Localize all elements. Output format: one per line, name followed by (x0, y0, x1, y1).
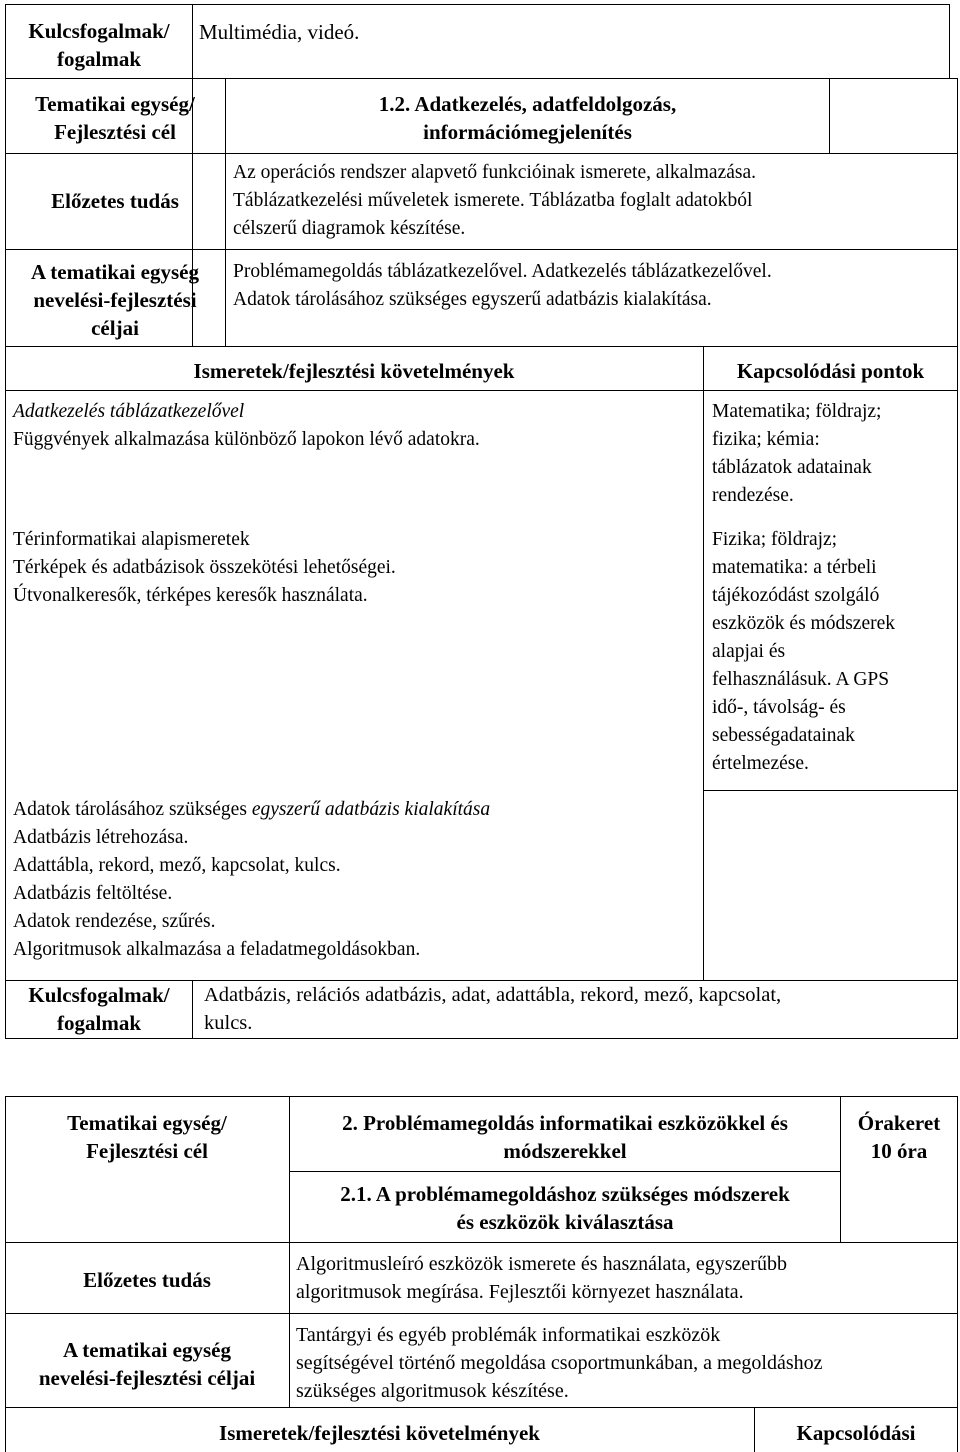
goals-label: A tematikai egység nevelési-fejlesztési céljai (31, 260, 199, 340)
goals-text: Problémamegoldás táblázatkezelővel. Adatkezelés táblázatkezelővel. Adatok tárolásához szükséges egyszerű adatbázis kialakítása. (233, 261, 772, 310)
goals-text-2: Tantárgyi és egyéb problémák informatikai eszközök segítségével történő megoldása csoportmunkában, a megoldáshoz szükséges algoritmusok készítése. (296, 1324, 823, 1402)
prior-knowledge-text: Az operációs rendszer alapvető funkcióinak ismerete, alkalmazása. Táblázatkezelési műveletek ismerete. Táblázatba foglalt adatokból célszerű diagramok készítése. (233, 162, 757, 239)
prior-knowledge-text-2: Algoritmusleíró eszközök ismerete és használata, egyszerűbb algoritmusok megírása. Fejlesztői környezet használata. (296, 1253, 787, 1303)
requirements-header-2: Ismeretek/fejlesztési követelmények (219, 1421, 540, 1445)
thematic-unit-title-2: 2. Problémamegoldás informatikai eszközökkel és módszerekkel (342, 1111, 788, 1163)
section-database: Adatok tárolásához szükséges egyszerű adatbázis kialakítása Adatbázis létrehozása. Adattábla, rekord, mező, kapcsolat, kulcs. Adatbázis feltöltése. Adatok rendezése, szűrés. Algoritmusok alkalmazása a feladatmegoldásokban. (13, 799, 491, 960)
keywords-content: Multimédia, videó. (199, 20, 360, 44)
section-gis: Térinformatikai alapismeretek Térképek és adatbázisok összekötési lehetőségei. Útvonalkeresők, térképes keresők használata. (13, 529, 396, 606)
keywords-content-2: Adatbázis, relációs adatbázis, adat, adattábla, rekord, mező, kapcsolat, kulcs. (204, 984, 782, 1034)
section-spreadsheet: Adatkezelés táblázatkezelővel Függvények alkalmazása különböző lapokon lévő adatokra. (13, 401, 480, 450)
prior-knowledge-label-2: Előzetes tudás (83, 1268, 211, 1292)
goals-label-2: A tematikai egység nevelési-fejlesztési céljai (38, 1338, 256, 1390)
keywords-label-2: Kulcsfogalmak/ fogalmak (28, 983, 170, 1035)
hours-frame: Órakeret 10 óra (857, 1111, 941, 1163)
prior-knowledge-label: Előzetes tudás (51, 189, 179, 213)
thematic-unit-label-2: Tematikai egység/ Fejlesztési cél (67, 1111, 227, 1163)
connections-2: Fizika; földrajz; matematika: a térbeli tájékozódást szolgáló eszközök és módszerek alapjai és felhasználásuk. A GPS idő-, távolság- és sebességadatainak értelmezése. (712, 529, 896, 774)
thematic-unit-title: 1.2. Adatkezelés, adatfeldolgozás, információmegjelenítés (378, 92, 677, 144)
connections-header-2: Kapcsolódási (796, 1421, 916, 1445)
requirements-header: Ismeretek/fejlesztési követelmények (193, 359, 515, 383)
connections-1: Matematika; földrajz; fizika; kémia: táblázatok adatainak rendezése. (712, 401, 882, 506)
subunit-title: 2.1. A problémamegoldáshoz szükséges módszerek és eszközök kiválasztása (340, 1182, 790, 1234)
thematic-unit-label: Tematikai egység/ Fejlesztési cél (35, 92, 195, 144)
connections-header: Kapcsolódási pontok (736, 359, 925, 383)
keywords-label: Kulcsfogalmak/ fogalmak (28, 19, 170, 71)
